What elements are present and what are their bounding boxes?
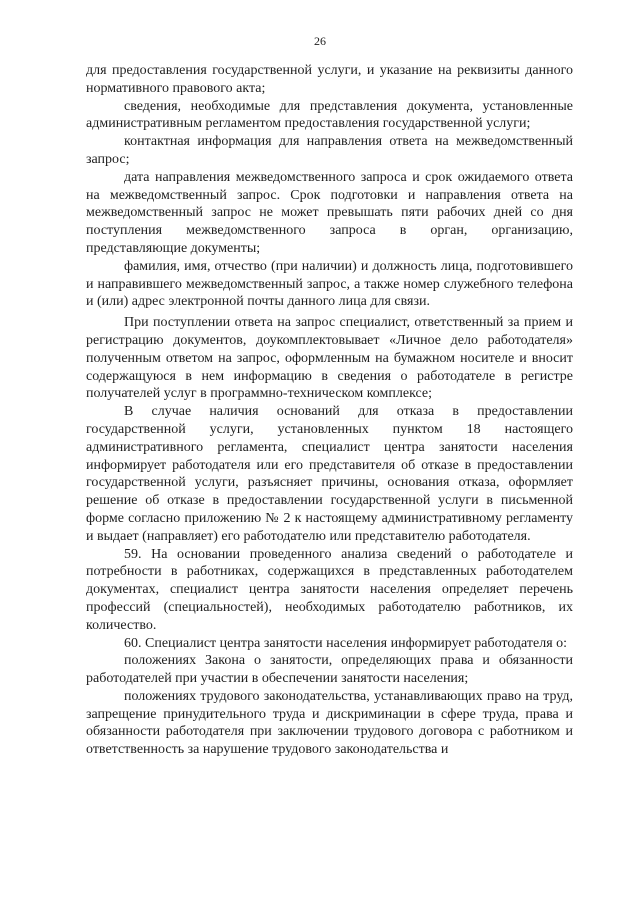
paragraph: 60. Специалист центра занятости населения информирует работодателя о:: [124, 635, 568, 651]
paragraph: 59. На основании проведенного анализа сведений о работодателе и потребности в работниках, содержащихся в представленных работодателем документах, специалист центра занятости населения определяет перечень профессий (специальностей), необходимых работодателю работников, их количество.: [86, 546, 573, 633]
paragraph: В случае наличия оснований для отказа в предоставлении государственной услуги, установленных пунктом 18 настоящего административного регламента, специалист центра занятости населения информирует работодателя или его представителя об отказе в предоставлении государственной услуги, разъясняет причины, основания отказа, оформляет решение об отказе в предоставлении государственной услуги в письменной форме согласно приложению № 2 к настоящему административному регламенту и выдает (направляет) его работодателю или представителю работодателя.: [86, 404, 573, 544]
page-body: [86, 62, 573, 759]
paragraph: положениях трудового законодательства, устанавливающих право на труд, запрещение принудительного труда и дискриминации в сфере труда, права и обязанности работодателя при заключении трудового договора с работником и ответственность за нарушение трудового законодательства и: [86, 688, 573, 758]
paragraph: для предоставления государственной услуги, и указание на реквизиты данного нормативного правового акта;: [86, 63, 573, 96]
paragraph: При поступлении ответа на запрос специалист, ответственный за прием и регистрацию документов, доукомплектовывает «Личное дело работодателя» полученным ответом на запрос, оформленным на бумажном носителе и вносит содержащуюся в нем информацию в сведения о работодателе в регистре получателей услуг в программно-техническом комплексе;: [86, 315, 573, 402]
page-number: 26: [314, 34, 326, 48]
paragraph: фамилия, имя, отчество (при наличии) и должность лица, подготовившего и направившего межведомственный запрос, а также номер служебного телефона и (или) адрес электронной почты данного лица для связи.: [86, 258, 573, 310]
paragraph: дата направления межведомственного запроса и срок ожидаемого ответа на межведомственный запрос. Срок подготовки и направления ответа на межведомственный запрос не может превышать пяти рабочих дней со дня поступления межведомственного запроса в орган, организацию, представляющие документы;: [86, 169, 573, 256]
paragraph: сведения, необходимые для представления документа, установленные административным регламентом предоставления государственной услуги;: [86, 98, 573, 132]
paragraph: контактная информация для направления ответа на межведомственный запрос;: [86, 134, 573, 167]
paragraph: положениях Закона о занятости, определяющих права и обязанности работодателей при участии в обеспечении занятости населения;: [86, 653, 573, 687]
